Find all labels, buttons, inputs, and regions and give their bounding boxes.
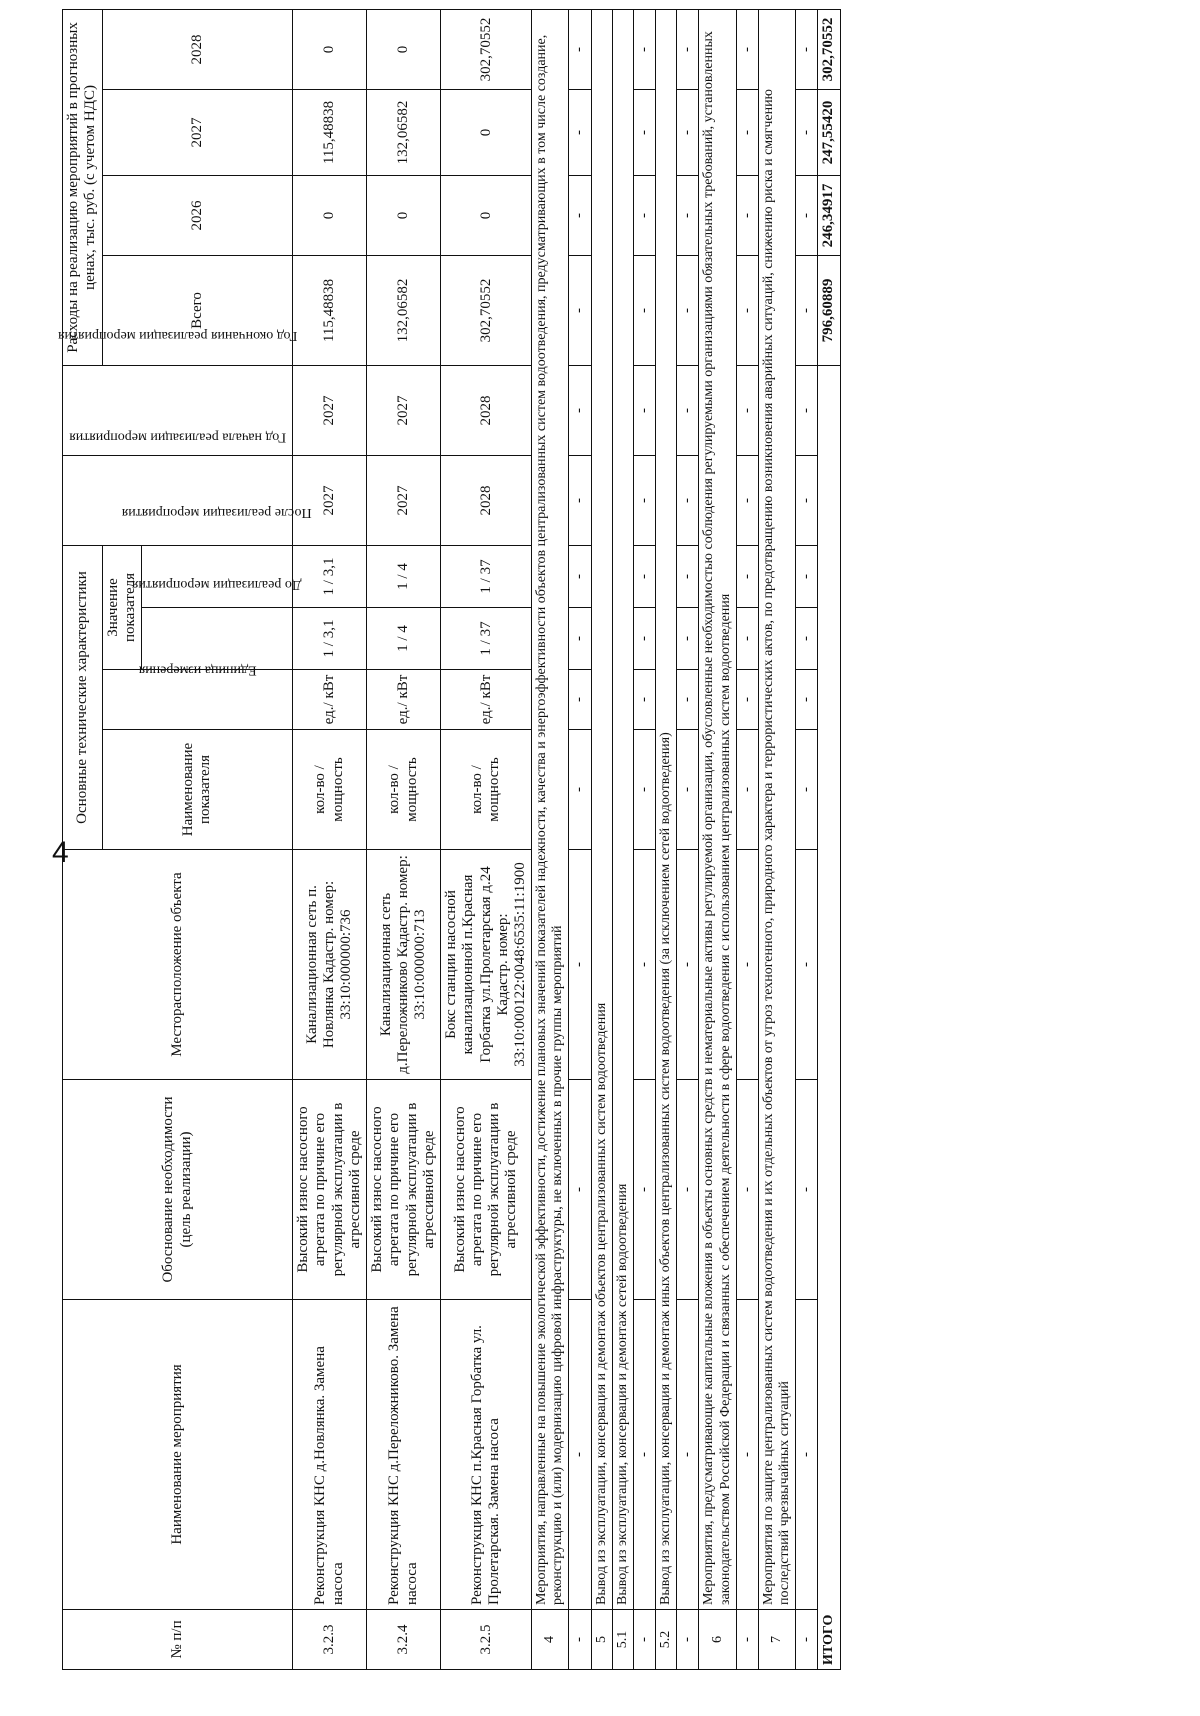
dash-cell: - (677, 545, 699, 607)
row-2028: 302,70552 (441, 9, 532, 89)
header-before: До реализации мероприятия (142, 608, 293, 670)
row-2027: 115,48838 (293, 89, 367, 175)
row-start: 2027 (367, 455, 441, 545)
header-total: Всего (102, 255, 293, 365)
dash-cell: - (633, 89, 655, 175)
section-num: 5.2 (656, 1610, 677, 1670)
header-2028: 2028 (102, 9, 293, 89)
row-unit: ед./ кВт (441, 670, 532, 730)
dash-cell: - (569, 608, 591, 670)
dash-cell: - (633, 255, 655, 365)
dash-cell: - (569, 89, 591, 175)
row-unit: ед./ кВт (293, 670, 367, 730)
dash-cell: - (677, 608, 699, 670)
header-justification: Обоснование необходимости (цель реализации) (63, 1080, 293, 1300)
row-unit: ед./ кВт (367, 670, 441, 730)
header-unit: Единица измерения (102, 670, 293, 730)
dash-cell: - (569, 1300, 591, 1610)
dash-cell: - (677, 175, 699, 255)
header-indicator: Наименование показателя (102, 730, 293, 850)
dash-cell: - (633, 175, 655, 255)
dash-cell: - (569, 9, 591, 89)
dash-cell: - (796, 89, 818, 175)
section-row (612, 9, 633, 1669)
dash-cell: - (677, 730, 699, 850)
section-num: 6 (699, 1610, 736, 1670)
dash-cell: - (677, 89, 699, 175)
dash-cell: - (569, 670, 591, 730)
totals-total: 796,60889 (818, 255, 840, 365)
page-number: 4 (52, 836, 69, 869)
totals-label: ИТОГО (818, 365, 840, 1669)
header-after: После реализации мероприятия (142, 545, 293, 607)
section-text: Мероприятия, предусматривающие капитальные вложения в объекты основных средств и нематериальные активы регулируемой организации, обусловленные необходимостью соблюдения регулируемыми организациями обязательных требований, установленных законодательством Российской Федерации и связанных с обеспечением деятельности в сфере водоотведения с использованием централизованных систем водоотведения (699, 9, 736, 1609)
dash-cell: - (796, 670, 818, 730)
dash-cell: - (796, 850, 818, 1080)
dash-cell: - (736, 255, 758, 365)
dash-cell: - (569, 455, 591, 545)
dash-cell: - (796, 455, 818, 545)
row-2027: 0 (441, 89, 532, 175)
dash-cell: - (677, 455, 699, 545)
dash-cell: - (796, 1080, 818, 1300)
row-start: 2028 (441, 455, 532, 545)
section-num: 5 (591, 1610, 612, 1670)
row-indicator: кол-во / мощность (293, 730, 367, 850)
dash-cell: - (677, 1610, 699, 1670)
header-tech: Основные технические характеристики (63, 545, 103, 849)
dash-cell: - (633, 730, 655, 850)
section-text: Вывод из эксплуатации, консервация и демонтаж сетей водоотведения (612, 9, 633, 1609)
header-2027: 2027 (102, 89, 293, 175)
dash-cell: - (736, 365, 758, 455)
row-total: 302,70552 (441, 255, 532, 365)
row-name: Реконструкция КНС д.Новлянка. Замена насоса (293, 1300, 367, 1610)
dash-cell: - (633, 545, 655, 607)
header-row-1 (63, 9, 103, 1669)
dash-cell: - (633, 365, 655, 455)
section-row (656, 9, 677, 1669)
dash-row (736, 9, 758, 1669)
totals-2028: 302,70552 (818, 9, 840, 89)
row-end: 2027 (293, 365, 367, 455)
dash-cell: - (569, 1610, 591, 1670)
dash-cell: - (796, 545, 818, 607)
row-num: 3.2.3 (293, 1610, 367, 1670)
row-justification: Высокий износ насосного агрегата по причине его регулярной эксплуатации в агрессивной среде (367, 1080, 441, 1300)
header-name: Наименование мероприятия (63, 1300, 293, 1610)
dash-cell: - (736, 1080, 758, 1300)
row-indicator: кол-во / мощность (441, 730, 532, 850)
section-text: Мероприятия, направленные на повышение экологической эффективности, достижение плановых значений показателей надежности, качества и энергоэффективности объектов централизованных систем водоотведения, предусматривающих в том числе создание, реконструкцию и (или) модернизацию цифровой инфраструктуры, не включенных в прочие группы мероприятий (532, 9, 569, 1609)
row-start: 2027 (293, 455, 367, 545)
section-row (532, 9, 569, 1669)
dash-cell: - (569, 545, 591, 607)
dash-cell: - (569, 1080, 591, 1300)
dash-cell: - (633, 1080, 655, 1300)
section-text: Мероприятия по защите централизованных систем водоотведения и их отдельных объектов от угроз техногенного, природного характера и террористических актов, по предотвращению возникновения аварийных ситуаций, снижению риска и смягчению последствий чрезвычайных ситуаций (758, 9, 795, 1609)
section-row (758, 9, 795, 1669)
dash-cell: - (796, 1610, 818, 1670)
header-costs: Расходы на реализацию мероприятий в прогнозных ценах, тыс. руб. (с учетом НДС) (63, 9, 103, 365)
dash-cell: - (677, 9, 699, 89)
row-name: Реконструкция КНС п.Красная Горбатка ул. Пролетарская. Замена насоса (441, 1300, 532, 1610)
dash-cell: - (569, 255, 591, 365)
dash-cell: - (633, 1300, 655, 1610)
row-name: Реконструкция КНС д.Переложниково. Замена насоса (367, 1300, 441, 1610)
section-num: 5.1 (612, 1610, 633, 1670)
row-before: 1 / 3,1 (293, 608, 367, 670)
dash-cell: - (736, 175, 758, 255)
dash-cell: - (633, 9, 655, 89)
dash-cell: - (633, 1610, 655, 1670)
dash-cell: - (796, 175, 818, 255)
dash-cell: - (796, 730, 818, 850)
dash-cell: - (796, 255, 818, 365)
row-after: 1 / 37 (441, 545, 532, 607)
row-2028: 0 (367, 9, 441, 89)
row-location: Канализационная сеть д.Переложниково Кадастр. номер: 33:10:000000:713 (367, 850, 441, 1080)
section-text: Вывод из эксплуатации, консервация и демонтаж объектов централизованных систем водоотведения (591, 9, 612, 1609)
dash-cell: - (569, 850, 591, 1080)
row-2026: 0 (441, 175, 532, 255)
dash-cell: - (633, 455, 655, 545)
totals-2026: 246,34917 (818, 175, 840, 255)
row-end: 2028 (441, 365, 532, 455)
dash-cell: - (633, 670, 655, 730)
row-2026: 0 (367, 175, 441, 255)
dash-cell: - (736, 1300, 758, 1610)
dash-row (677, 9, 699, 1669)
row-justification: Высокий износ насосного агрегата по причине его регулярной эксплуатации в агрессивной среде (441, 1080, 532, 1300)
row-justification: Высокий износ насосного агрегата по причине его регулярной эксплуатации в агрессивной среде (293, 1080, 367, 1300)
totals-row (818, 9, 840, 1669)
dash-cell: - (736, 608, 758, 670)
dash-cell: - (569, 730, 591, 850)
section-num: 4 (532, 1610, 569, 1670)
row-indicator: кол-во / мощность (367, 730, 441, 850)
dash-cell: - (677, 850, 699, 1080)
row-2026: 0 (293, 175, 367, 255)
section-row (699, 9, 736, 1669)
dash-cell: - (736, 730, 758, 850)
dash-cell: - (677, 1080, 699, 1300)
header-2026: 2026 (102, 175, 293, 255)
row-2028: 0 (293, 9, 367, 89)
dash-cell: - (736, 9, 758, 89)
row-location: Бокс станции насосной канализационной п.Красная Горбатка ул.Пролетарская д.24 Кадастр. номер: 33:10:000122:0048:6535:11:1900 (441, 850, 532, 1080)
dash-cell: - (633, 608, 655, 670)
row-before: 1 / 37 (441, 608, 532, 670)
section-text: Вывод из эксплуатации, консервация и демонтаж иных объектов централизованных систем водоотведения (за исключением сетей водоотведения) (656, 9, 677, 1609)
measures-table (57, 9, 841, 1670)
header-location: Месторасположение объекта (63, 850, 293, 1080)
row-before: 1 / 4 (367, 608, 441, 670)
dash-cell: - (736, 850, 758, 1080)
dash-cell: - (736, 1610, 758, 1670)
dash-row (633, 9, 655, 1669)
dash-cell: - (633, 850, 655, 1080)
rotated-table-container (57, 10, 1182, 1670)
dash-cell: - (736, 670, 758, 730)
section-num: 7 (758, 1610, 795, 1670)
dash-cell: - (677, 670, 699, 730)
dash-cell: - (677, 1300, 699, 1610)
dash-cell: - (569, 365, 591, 455)
row-location: Канализационная сеть п. Новлянка Кадастр. номер: 33:10:000000:736 (293, 850, 367, 1080)
row-num: 3.2.4 (367, 1610, 441, 1670)
dash-cell: - (796, 608, 818, 670)
dash-cell: - (569, 175, 591, 255)
dash-cell: - (796, 1300, 818, 1610)
dash-cell: - (736, 455, 758, 545)
dash-row (569, 9, 591, 1669)
dash-row (796, 9, 818, 1669)
table-row (441, 9, 532, 1669)
row-num: 3.2.5 (441, 1610, 532, 1670)
totals-2027: 247,55420 (818, 89, 840, 175)
section-row (591, 9, 612, 1669)
row-total: 132,06582 (367, 255, 441, 365)
row-after: 1 / 3,1 (293, 545, 367, 607)
row-2027: 132,06582 (367, 89, 441, 175)
header-start-year: Год начала реализации мероприятия (63, 455, 293, 545)
header-value: Значение показателя (102, 545, 142, 669)
row-total: 115,48838 (293, 255, 367, 365)
dash-cell: - (796, 9, 818, 89)
dash-cell: - (736, 89, 758, 175)
table-row (367, 9, 441, 1669)
header-end-year: Год окончания реализации мероприятия (63, 365, 293, 455)
table-row (293, 9, 367, 1669)
dash-cell: - (677, 255, 699, 365)
dash-cell: - (796, 365, 818, 455)
dash-cell: - (677, 365, 699, 455)
row-end: 2027 (367, 365, 441, 455)
dash-cell: - (736, 545, 758, 607)
header-num: № п/п (63, 1610, 293, 1670)
row-after: 1 / 4 (367, 545, 441, 607)
